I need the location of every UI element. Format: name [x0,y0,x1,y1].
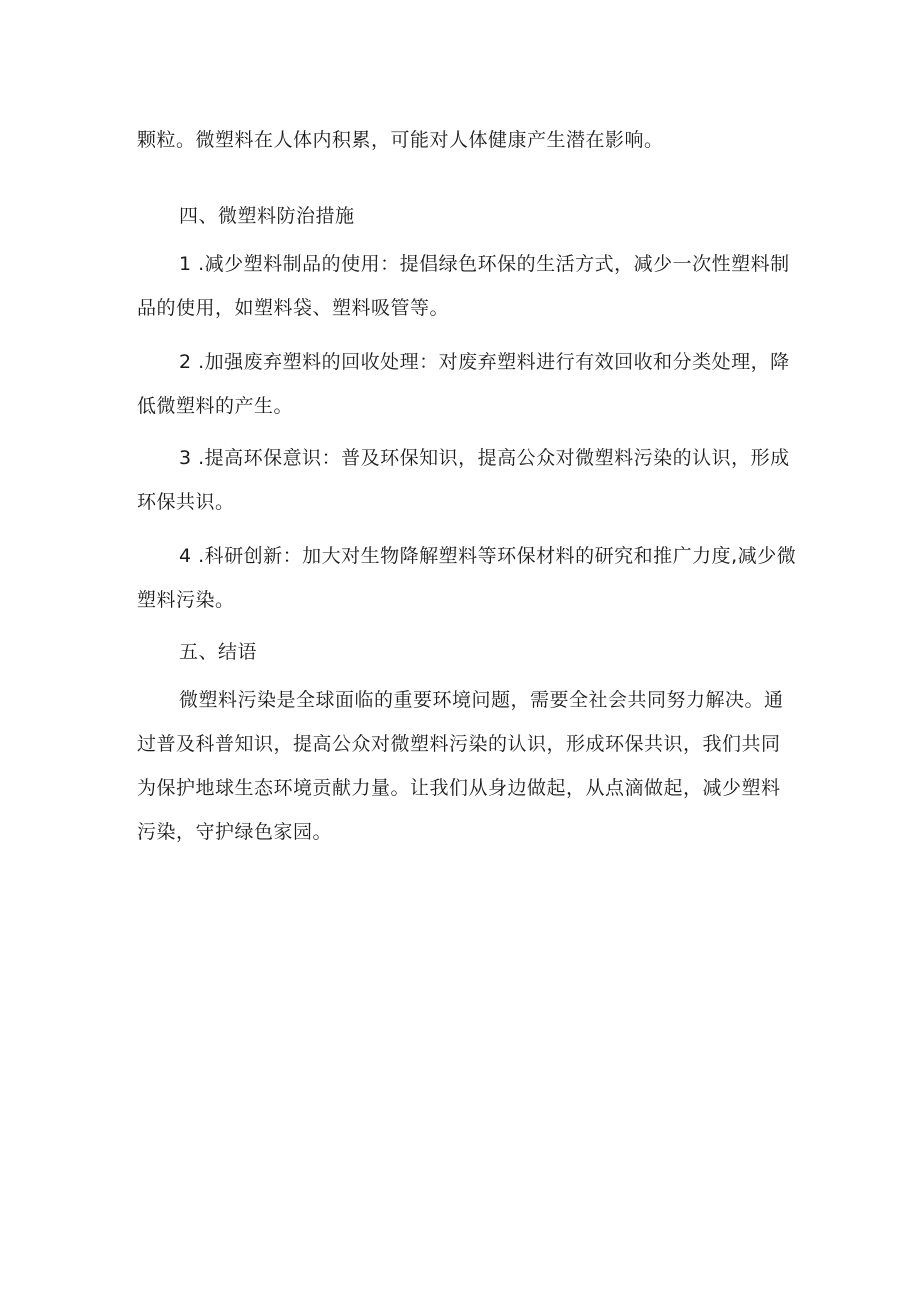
measure-item-3: 3 .提高环保意识：普及环保知识，提高公众对微塑料污染的认识，形成环保共识。 [137,447,790,513]
measure-item-1: 1 .减少塑料制品的使用：提倡绿色环保的生活方式，减少一次性塑料制品的使用，如塑料袋、塑料吸管等。 [137,253,790,319]
measure-item-2: 2 .加强废弃塑料的回收处理：对废弃塑料进行有效回收和分类处理，降低微塑料的产生。 [137,351,790,417]
paragraph-fragment: 颗粒。微塑料在人体内积累，可能对人体健康产生潜在影响。 [137,129,664,151]
section-heading-4: 四、微塑料防治措施 [179,205,355,227]
measure-item-4: 4 .科研创新：加大对生物降解塑料等环保材料的研究和推广力度,减少微塑料污染。 [137,545,797,611]
conclusion-paragraph: 微塑料污染是全球面临的重要环境问题，需要全社会共同努力解决。通过普及科普知识，提高公众对微塑料污染的认识，形成环保共识，我们共同为保护地球生态环境贡献力量。让我们从身边做起，从点滴做起，减少塑料污染，守护绿色家园。 [137,689,784,843]
section-heading-5: 五、结语 [179,641,258,663]
